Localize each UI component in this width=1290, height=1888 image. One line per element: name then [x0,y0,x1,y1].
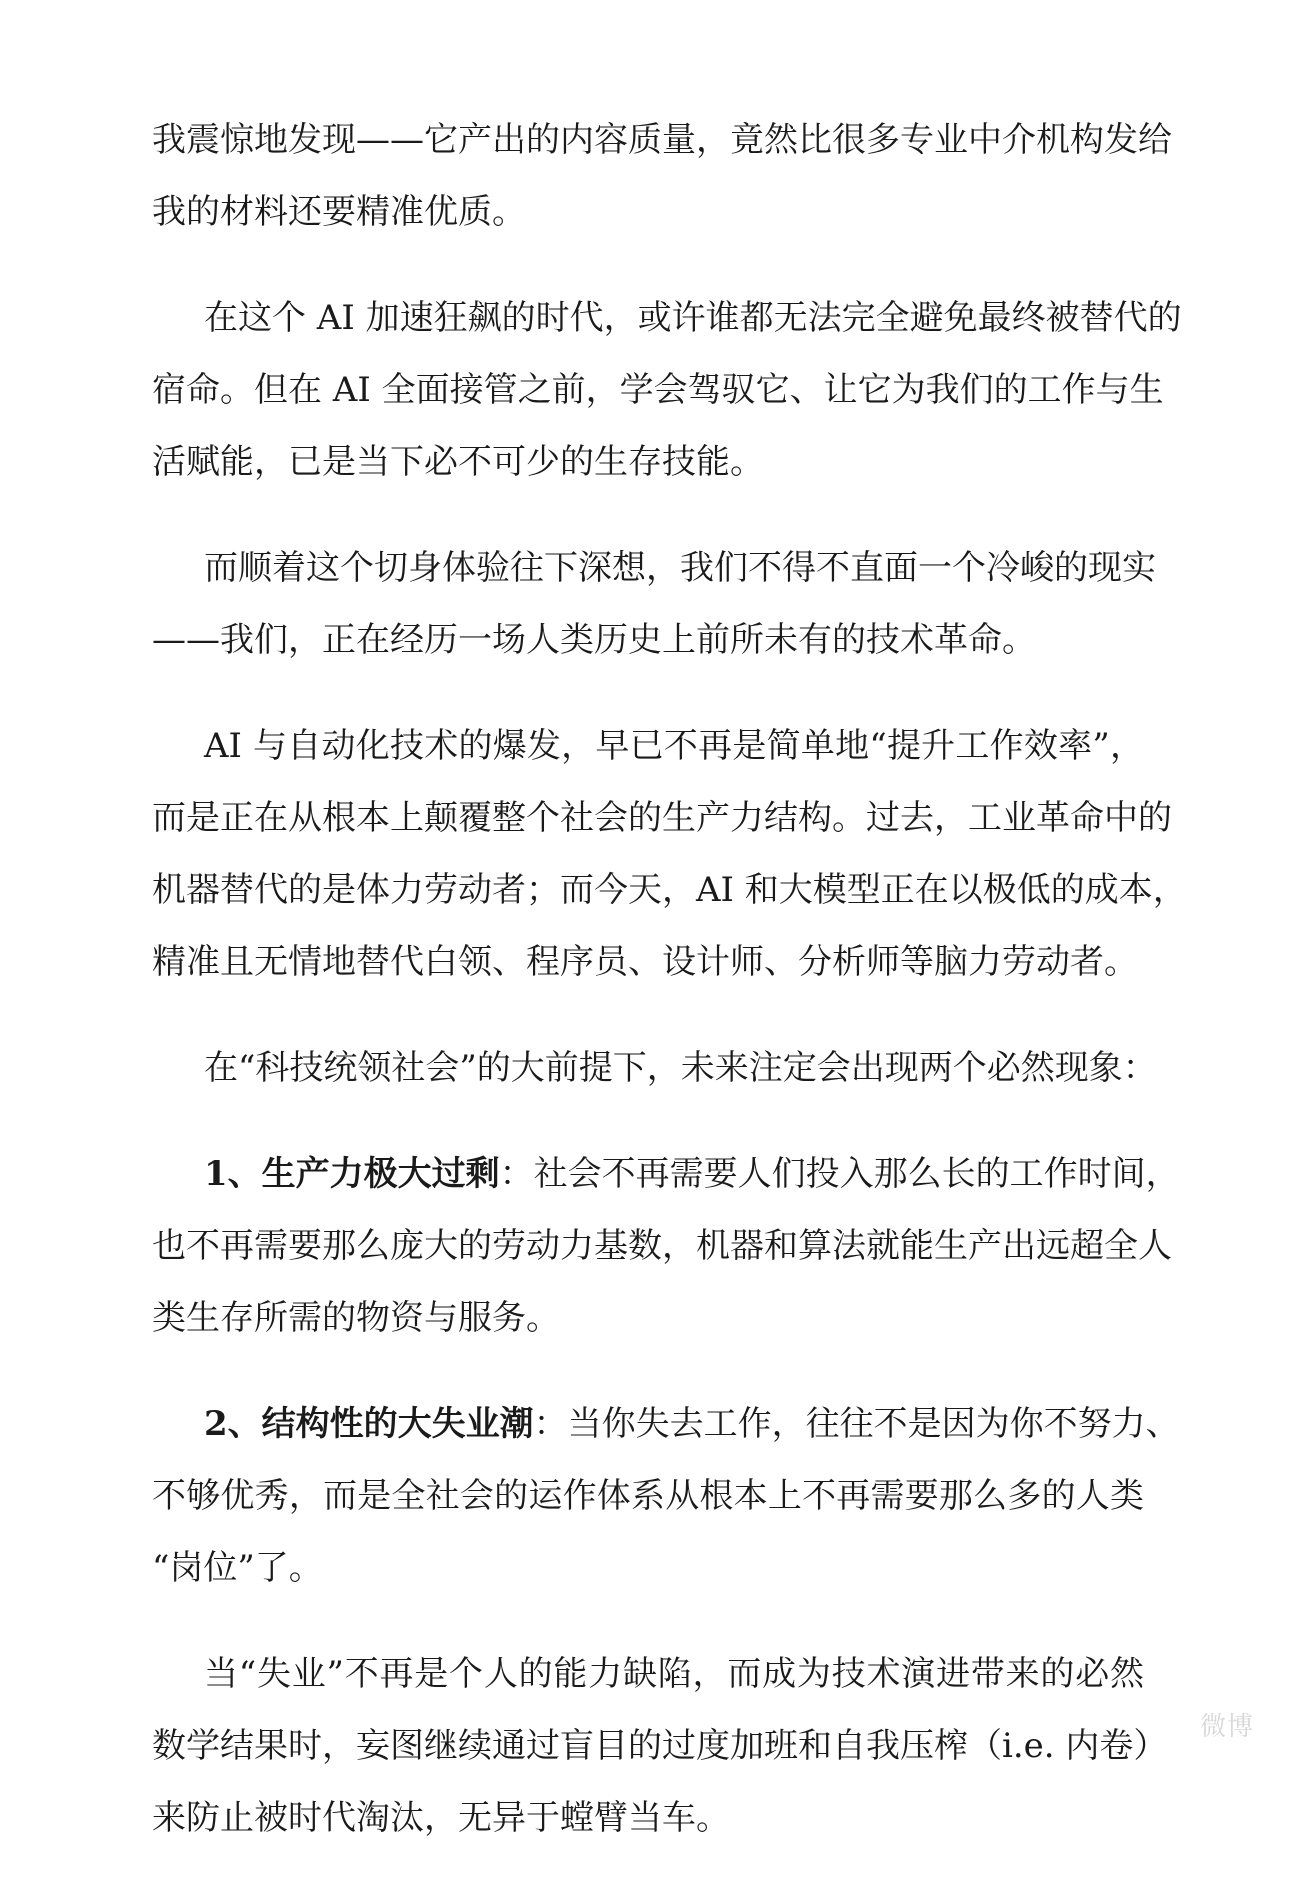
numbered-point [152,1138,1180,1354]
paragraph [152,104,1172,248]
text-line: 在“科技统领社会”的大前提下，未来注定会出现两个必然现象： [204,1048,1157,1088]
point-heading: 2、结构性的大失业潮 [204,1404,534,1444]
text-line: 不够优秀，而是全社会的运作体系从根本上不再需要那么多的人类 [152,1476,1144,1516]
paragraph [152,532,1156,676]
point-heading: 1、生产力极大过剩 [204,1154,500,1194]
text-line: ——我们，正在经历一场人类历史上前所未有的技术革命。 [152,620,1036,660]
numbered-point [152,1388,1180,1604]
text-line: 也不再需要那么庞大的劳动力基数，机器和算法就能生产出远超全人 [152,1226,1172,1266]
paragraph [152,1032,1157,1104]
text-line: 来防止被时代淘汰，无异于螳臂当车。 [152,1798,730,1838]
text-line: AI 与自动化技术的爆发，早已不再是简单地“提升工作效率”， [204,726,1144,766]
text-line: “岗位”了。 [152,1548,323,1588]
text-line: 精准且无情地替代白领、程序员、设计师、分析师等脑力劳动者。 [152,942,1138,982]
text-line: 数学结果时，妄图继续通过盲目的过度加班和自我压榨（i.e. 内卷） [152,1726,1168,1766]
text-line: 活赋能，已是当下必不可少的生存技能。 [152,442,764,482]
text-line [152,1138,1180,1210]
text-line: 我的材料还要精准优质。 [152,192,526,232]
text-line: 我震惊地发现——它产出的内容质量，竟然比很多专业中介机构发给 [152,120,1172,160]
text-line: 而顺着这个切身体验往下深想，我们不得不直面一个冷峻的现实 [204,548,1156,588]
paragraph [152,282,1182,498]
text-line: 当“失业”不再是个人的能力缺陷，而成为技术演进带来的必然 [204,1654,1144,1694]
paragraph [152,710,1187,998]
document-body [152,104,1187,1888]
text-line: 而是正在从根本上颠覆整个社会的生产力结构。过去，工业革命中的 [152,798,1172,838]
point-text: ：当你失去工作，往往不是因为你不努力、 [533,1404,1180,1444]
watermark: 微博 [1199,1712,1254,1742]
point-text: ：社会不再需要人们投入那么长的工作时间， [499,1154,1180,1194]
paragraph [152,1638,1168,1854]
text-line: 在这个 AI 加速狂飙的时代，或许谁都无法完全避免最终被替代的 [204,298,1182,338]
text-line: 宿命。但在 AI 全面接管之前，学会驾驭它、让它为我们的工作与生 [152,370,1164,410]
text-line: 类生存所需的物资与服务。 [152,1298,560,1338]
text-line [152,1388,1180,1460]
text-line: 机器替代的是体力劳动者；而今天，AI 和大模型正在以极低的成本， [152,870,1187,910]
